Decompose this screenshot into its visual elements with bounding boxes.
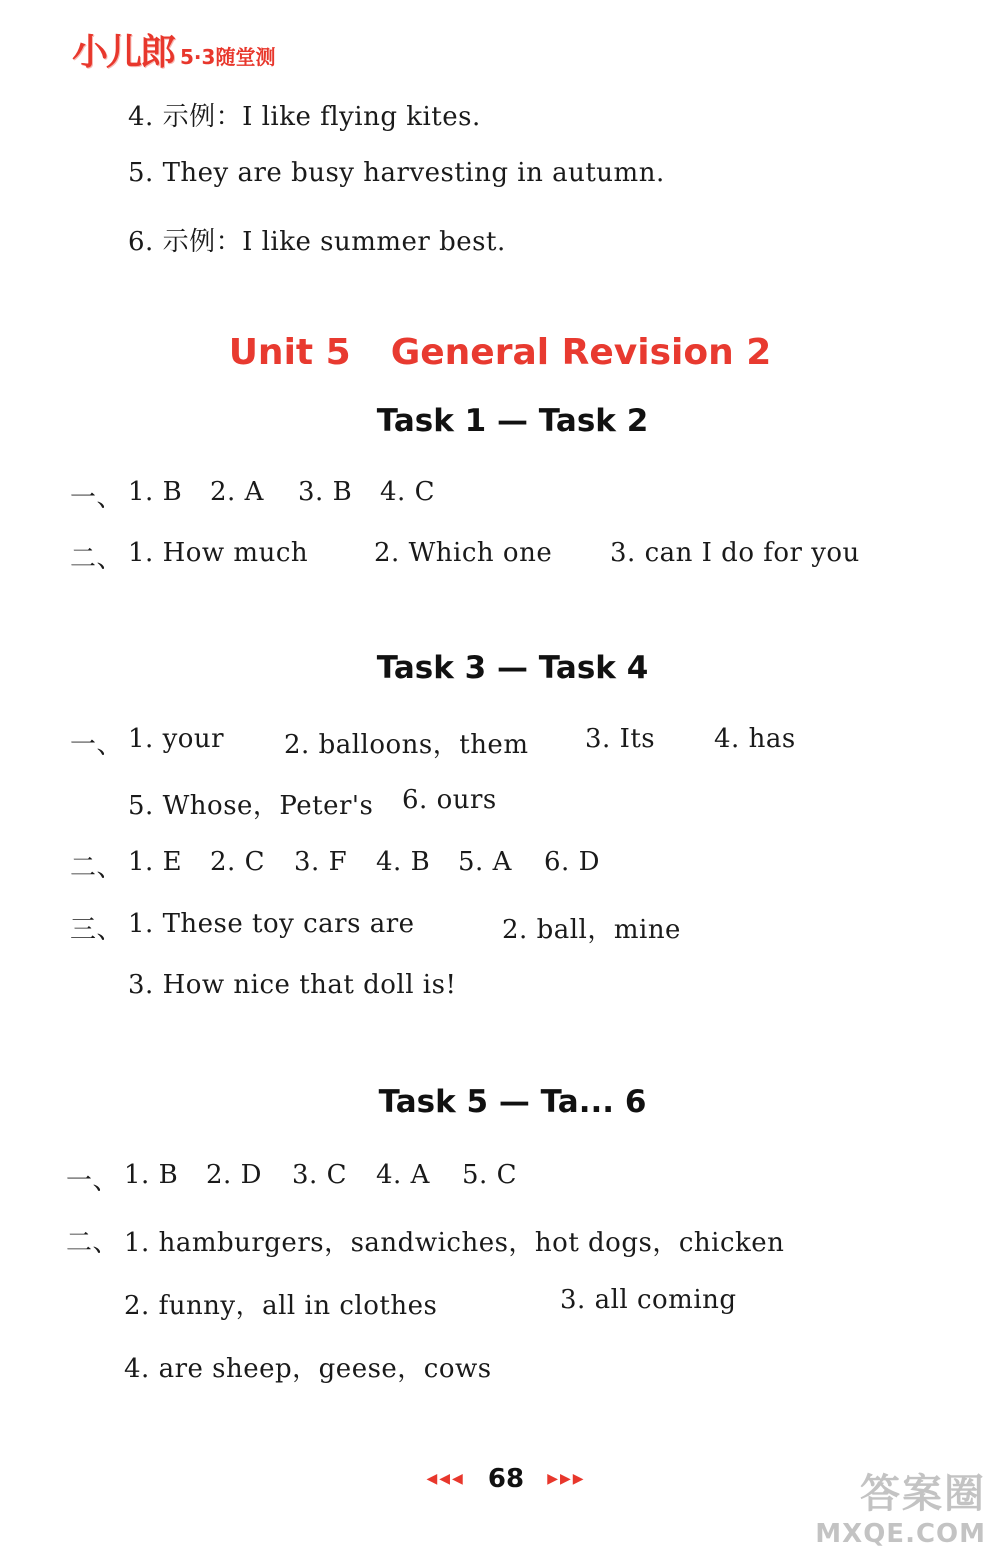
- answer-item: 4. A: [376, 1160, 430, 1190]
- answer-item: 3. B: [298, 477, 353, 507]
- answer-item: 4. C: [380, 477, 435, 507]
- answer-item: 1. your: [128, 724, 225, 754]
- section-marker: 一、: [70, 730, 124, 760]
- next-arrows-icon: ▶▶▶: [547, 1471, 586, 1487]
- section-heading: Task 5 — Ta... 6: [378, 1084, 647, 1120]
- answer-item: 2. A: [210, 477, 264, 507]
- section-marker: 一、: [66, 1166, 120, 1196]
- answer-item: 1. E: [128, 847, 183, 877]
- answer-item: 2. Which one: [374, 538, 553, 568]
- answer-item: 4. are sheep，geese，cows: [124, 1354, 492, 1384]
- section-marker: 一、: [70, 483, 124, 513]
- answer-item: 1. These toy cars are: [128, 909, 415, 939]
- answer-item: 1. B: [124, 1160, 179, 1190]
- section-marker: 二、: [66, 1228, 120, 1258]
- prev-arrows-icon: ◀◀◀: [426, 1471, 465, 1487]
- answer-item: 5. C: [462, 1160, 517, 1190]
- answer-item: 3. Its: [585, 724, 656, 754]
- answer-item: 3. C: [292, 1160, 347, 1190]
- unit-title: [0, 332, 1000, 373]
- answer-item: 1. hamburgers，sandwiches，hot dogs，chicken: [124, 1228, 785, 1258]
- intro-line: 4. 示例：I like flying kites.: [128, 102, 481, 132]
- answer-item: 1. B: [128, 477, 183, 507]
- brand-header: [72, 24, 275, 75]
- answer-item: 2. balloons，them: [284, 730, 529, 760]
- answer-item: 6. D: [544, 847, 600, 877]
- brand-series: 5·3随堂测: [180, 45, 276, 69]
- answer-item: 6. ours: [402, 785, 497, 815]
- watermark: [815, 1462, 986, 1549]
- answer-item: 2. C: [210, 847, 265, 877]
- section-heading: Task 3 — Task 4: [376, 650, 649, 686]
- page-number: 68: [487, 1464, 525, 1494]
- answer-item: 4. B: [376, 847, 431, 877]
- section-marker: 二、: [70, 544, 124, 574]
- answer-item: 3. How nice that doll is!: [128, 970, 457, 1000]
- watermark-text: 答案圈: [860, 1471, 986, 1517]
- intro-line: 5. They are busy harvesting in autumn.: [128, 158, 665, 188]
- answer-item: 3. can I do for you: [610, 538, 860, 568]
- answer-item: 3. F: [294, 847, 348, 877]
- answer-item: 4. has: [714, 724, 796, 754]
- section-marker: 三、: [70, 915, 124, 945]
- watermark-url: MXQE.COM: [815, 1519, 986, 1549]
- unit-name: General Revision 2: [390, 332, 772, 373]
- answer-item: 1. How much: [128, 538, 309, 568]
- section-marker: 二、: [70, 853, 124, 883]
- answer-item: 3. all coming: [560, 1285, 737, 1315]
- intro-line: 6. 示例：I like summer best.: [128, 227, 506, 257]
- answer-item: 5. Whose，Peter's: [128, 791, 374, 821]
- unit-number: Unit 5: [228, 332, 351, 373]
- answer-item: 5. A: [458, 847, 512, 877]
- answer-item: 2. funny，all in clothes: [124, 1291, 438, 1321]
- answer-item: 2. ball，mine: [502, 915, 681, 945]
- section-heading: Task 1 — Task 2: [376, 403, 649, 439]
- answer-item: 2. D: [206, 1160, 262, 1190]
- brand-logo: 小儿郎: [72, 32, 175, 73]
